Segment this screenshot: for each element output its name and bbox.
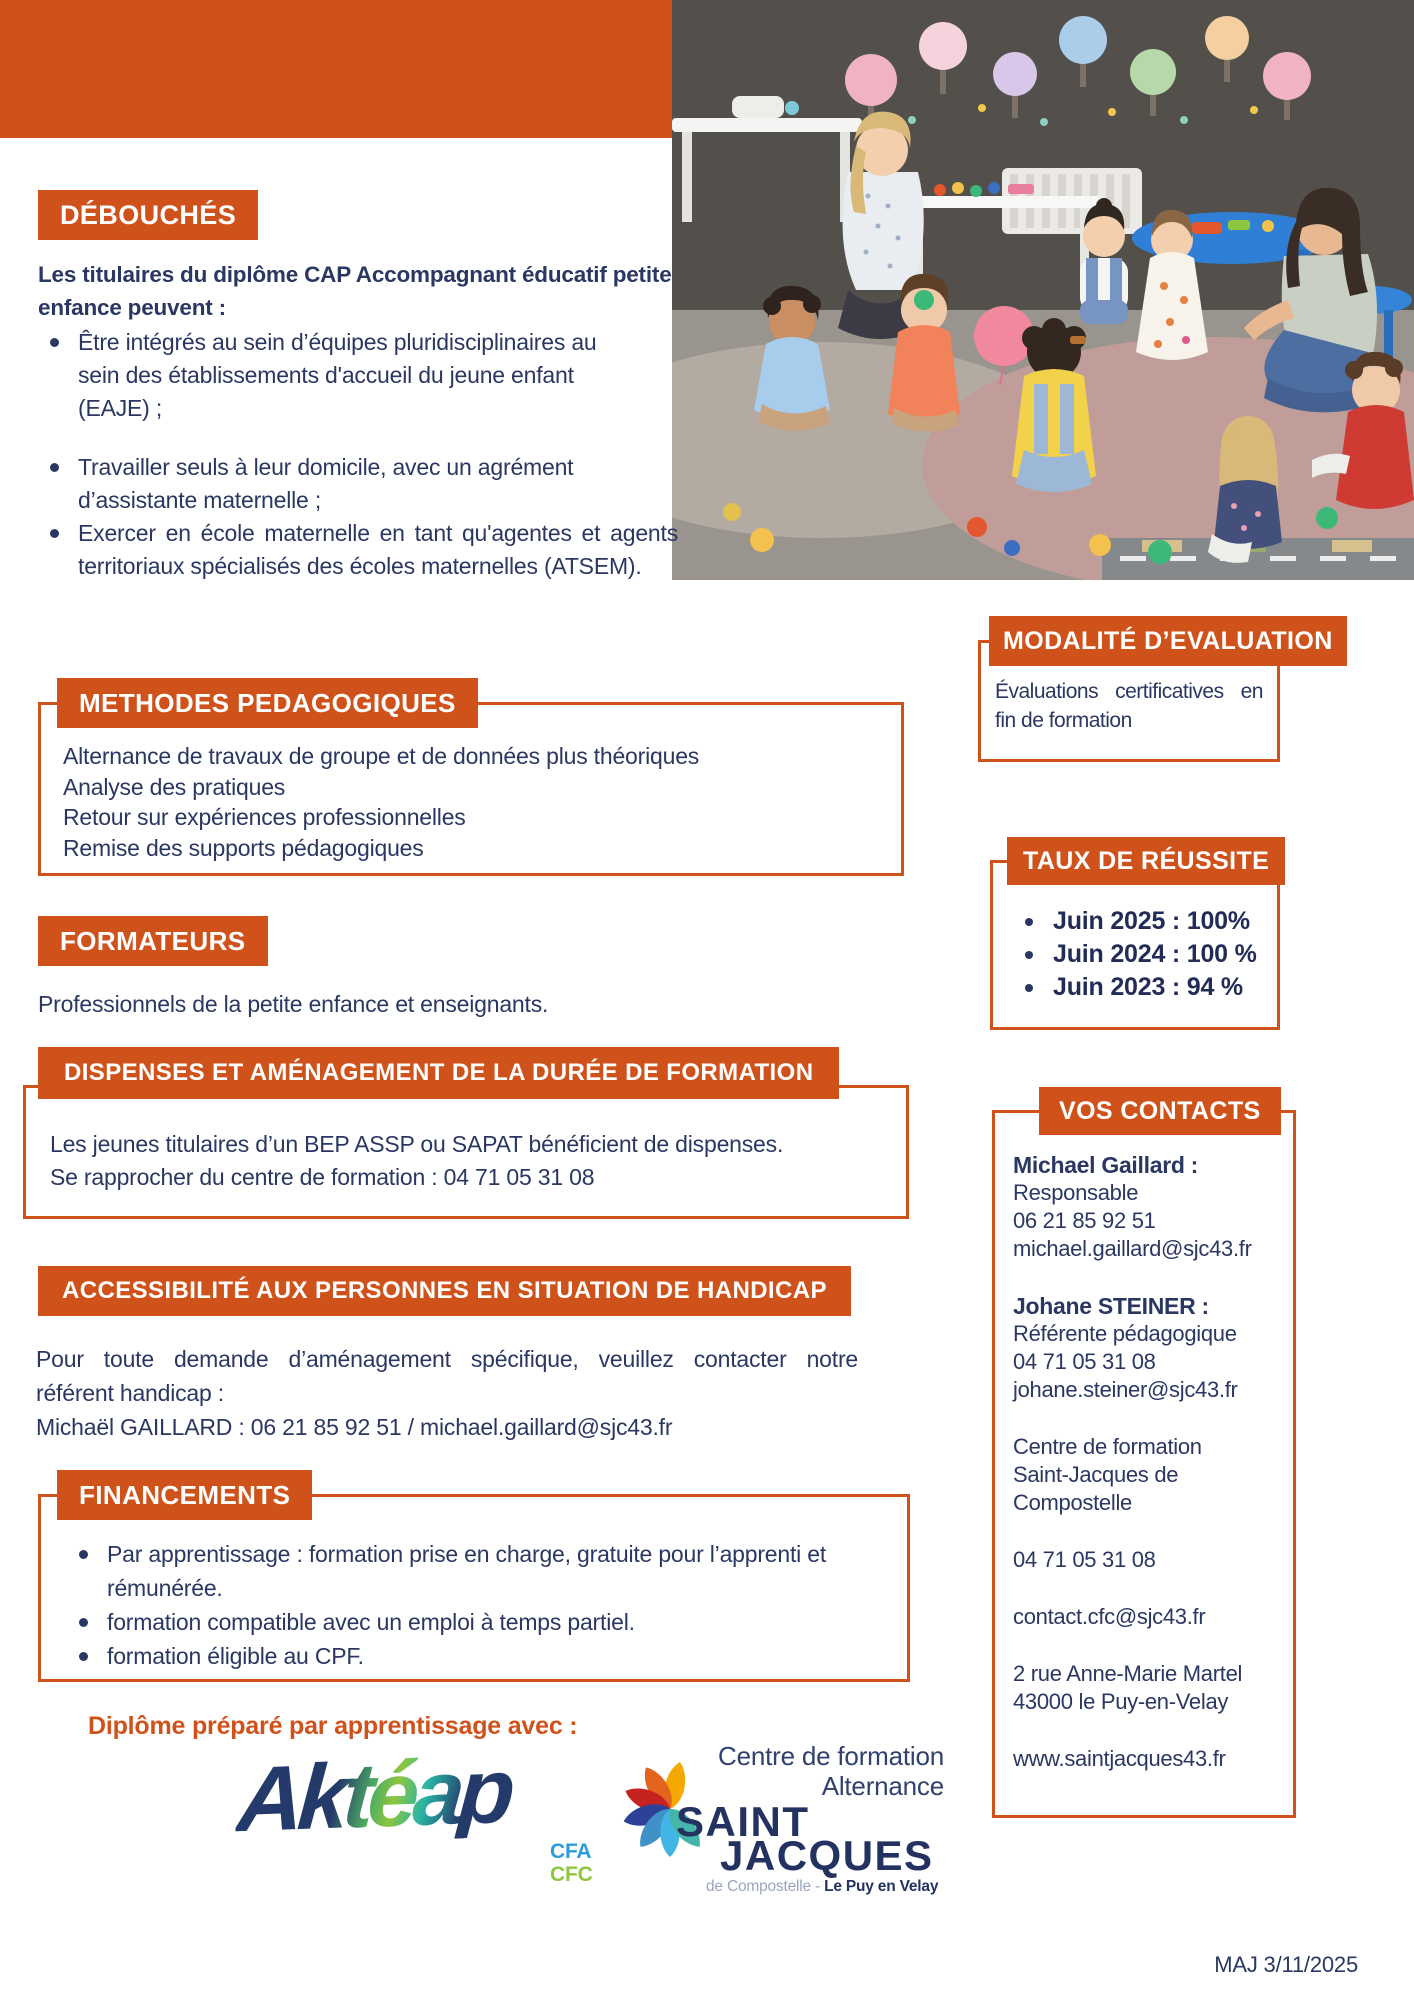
- green-ball: [1316, 507, 1338, 529]
- center-phone: 04 71 05 31 08: [1013, 1547, 1156, 1572]
- debouches-title-label: DÉBOUCHÉS: [60, 199, 237, 230]
- debouches-bullets: [38, 326, 678, 583]
- center-email: contact.cfc@sjc43.fr: [1013, 1604, 1206, 1629]
- bullet-dot-icon: [50, 463, 59, 472]
- green-ball: [1148, 540, 1172, 564]
- list-item: Par apprentissage : formation prise en charge, gratuite pour l’apprenti et rémunérée.: [67, 1537, 897, 1605]
- center-line: Compostelle: [1013, 1490, 1132, 1515]
- akteap-wordmark: Aktéap: [234, 1742, 602, 1847]
- contact-name: Johane STEINER :: [1013, 1293, 1209, 1319]
- modalite-content: Évaluations certificatives en fin de formation: [995, 680, 1263, 732]
- dispenses-content: Les jeunes titulaires d’un BEP ASSP ou SAPAT bénéficient de dispenses. Se rapprocher du centre de formation : 04 71 05 31 08: [50, 1131, 784, 1190]
- contact-phone: 04 71 05 31 08: [1013, 1349, 1156, 1374]
- child-figure: [1080, 198, 1128, 324]
- akteap-logo: [233, 1739, 598, 1888]
- child-figure: [754, 286, 830, 431]
- green-ball: [914, 290, 934, 310]
- accessibilite-title: ACCESSIBILITÉ AUX PERSONNES EN SITUATION DE HANDICAP: [38, 1266, 851, 1316]
- blue-ball: [1004, 540, 1020, 556]
- yellow-ball: [1089, 534, 1111, 556]
- saint-jacques-logo: [578, 1735, 958, 1895]
- website: www.saintjacques43.fr: [1013, 1746, 1226, 1771]
- taux-title: TAUX DE RÉUSSITE: [1007, 837, 1285, 885]
- methodes-content: Alternance de travaux de groupe et de données plus théoriques Analyse des pratiques Retour sur expériences professionnelles Remise des supports pédagogiques: [63, 743, 700, 861]
- contacts-content: [995, 1113, 1293, 1773]
- top-orange-banner: [0, 0, 672, 138]
- formateurs-title: FORMATEURS: [38, 916, 268, 966]
- bullet-dot-icon: [50, 338, 59, 347]
- sj-sub-left: de Compostelle -: [706, 1878, 820, 1895]
- debouches-intro: Les titulaires du diplôme CAP Accompagnant éducatif petite enfance peuvent :: [38, 262, 672, 320]
- financements-content: [41, 1497, 907, 1673]
- child-figure: [1012, 318, 1096, 492]
- contact-name: Michael Gaillard :: [1013, 1152, 1199, 1178]
- classroom-photo: [672, 0, 1414, 580]
- saint-jacques-text: Centre de formation Alternance SAINT JACQUES de Compostelle - Le Puy en Velay: [676, 1741, 944, 1895]
- methodes-box: [38, 687, 904, 876]
- contact-email: michael.gaillard@sjc43.fr: [1013, 1236, 1252, 1261]
- modalite-title: MODALITÉ D’EVALUATION: [989, 616, 1347, 666]
- contacts-box: [992, 1096, 1296, 1818]
- akteap-suffix: CFA CFC: [550, 1840, 593, 1886]
- contact-role: Référente pédagogique: [1013, 1321, 1237, 1346]
- list-item: Être intégrés au sein d’équipes pluridisciplinaires au sein des établissements d'accueil du jeune enfant (EAJE) ;: [38, 326, 638, 425]
- taux-item: Juin 2024 : 100 %: [1019, 938, 1267, 971]
- bullet-dot-icon: [79, 1550, 88, 1559]
- bullet-dot-icon: [50, 529, 59, 538]
- center-line: Centre de formation: [1013, 1434, 1202, 1459]
- contact-role: Responsable: [1013, 1180, 1139, 1205]
- yellow-ball: [723, 503, 741, 521]
- methodes-title: METHODES PEDAGOGIQUES: [57, 678, 478, 728]
- debouches-title: [38, 190, 258, 240]
- bullet-dot-icon: [79, 1618, 88, 1627]
- accessibilite-content: Pour toute demande d’aménagement spécifique, veuillez contacter notre référent handicap : Michaël GAILLARD : 06 21 85 92 51 / michael.gaillard@sjc43.fr: [36, 1346, 858, 1440]
- taux-item: Juin 2025 : 100%: [1019, 905, 1267, 938]
- center-line: Saint-Jacques de: [1013, 1462, 1179, 1487]
- list-item: Travailler seuls à leur domicile, avec un agrément d’assistante maternelle ;: [38, 451, 678, 517]
- taux-box: [990, 846, 1280, 1030]
- apprentissage-label: Diplôme préparé par apprentissage avec :: [88, 1712, 578, 1740]
- dispenses-title: DISPENSES ET AMÉNAGEMENT DE LA DURÉE DE FORMATION: [38, 1047, 839, 1099]
- modalite-box: [978, 626, 1333, 762]
- taux-item: Juin 2023 : 94 %: [1019, 971, 1267, 1004]
- address-line: 43000 le Puy-en-Velay: [1013, 1689, 1229, 1714]
- contact-email: johane.steiner@sjc43.fr: [1013, 1377, 1238, 1402]
- financements-title: FINANCEMENTS: [57, 1470, 312, 1520]
- yellow-ball: [750, 528, 774, 552]
- financements-box: [38, 1479, 910, 1682]
- formateurs-text: Professionnels de la petite enfance et enseignants.: [38, 991, 549, 1017]
- list-item: Exercer en école maternelle en tant qu'agentes et agents territoriaux spécialisés des écoles maternelles (ATSEM).: [38, 517, 678, 583]
- bullet-dot-icon: [1025, 918, 1033, 926]
- list-item: formation compatible avec un emploi à temps partiel.: [67, 1605, 877, 1639]
- contacts-title: VOS CONTACTS: [1039, 1087, 1281, 1135]
- bullet-dot-icon: [79, 1652, 88, 1661]
- red-ball: [967, 517, 987, 537]
- classroom-photo-svg: [672, 0, 1414, 580]
- bullet-dot-icon: [1025, 984, 1033, 992]
- contact-phone: 06 21 85 92 51: [1013, 1208, 1156, 1233]
- address-line: 2 rue Anne-Marie Martel: [1013, 1661, 1243, 1686]
- sj-sub-right: Le Puy en Velay: [824, 1878, 939, 1895]
- list-item: formation éligible au CPF.: [67, 1639, 877, 1673]
- maj-date: MAJ 3/11/2025: [1214, 1952, 1358, 1977]
- bullet-dot-icon: [1025, 951, 1033, 959]
